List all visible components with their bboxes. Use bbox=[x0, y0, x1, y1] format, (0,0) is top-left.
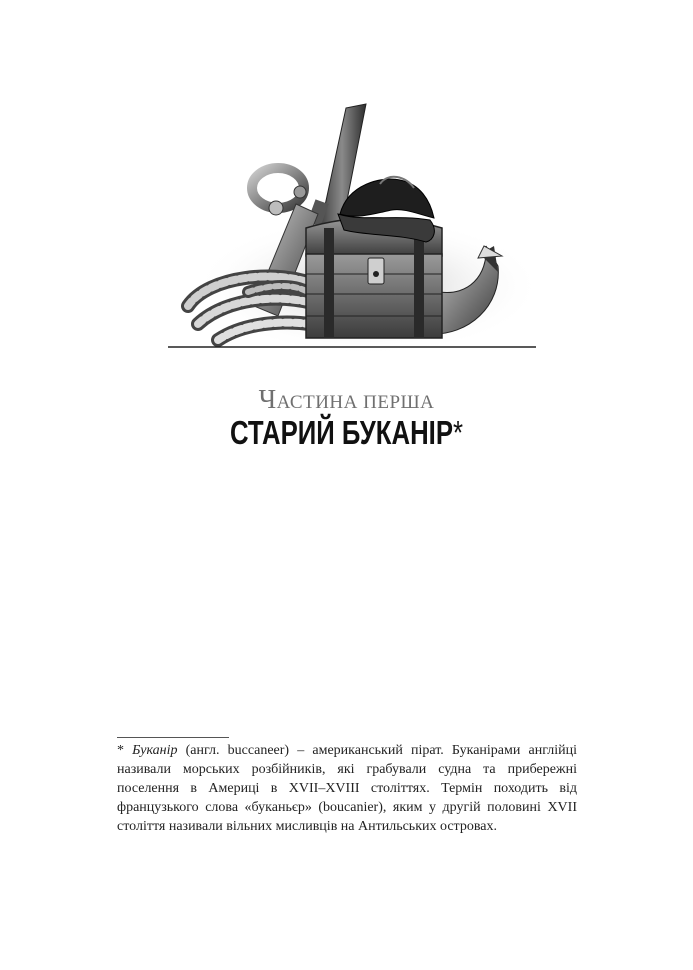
chapter-title-text: СТАРИЙ БУКАНІР bbox=[229, 414, 454, 451]
anchor-chest-illustration bbox=[168, 96, 536, 352]
part-label bbox=[0, 384, 693, 415]
footnote-marker: * bbox=[117, 743, 133, 758]
footnote-divider bbox=[117, 737, 229, 738]
footnote-term: Буканір bbox=[132, 743, 178, 758]
footnote-text: (англ. buccaneer) – американський пірат. Буканірами англійці називали морських розбійників, які грабували судна та прибережні поселення в Америці в XVII–XVIII століттях. Термін походить від французького слова «буканьєр» (boucanier), яким у другій половині XVII століття називали вільних мисливців на Антильських островах. bbox=[117, 743, 578, 834]
chapter-title bbox=[76, 414, 617, 452]
footnote-reference-asterisk[interactable]: * bbox=[453, 414, 464, 451]
part-label-initial: Ч bbox=[258, 384, 277, 414]
footnote bbox=[117, 741, 577, 836]
part-label-rest: АСТИНА ПЕРША bbox=[276, 392, 435, 413]
